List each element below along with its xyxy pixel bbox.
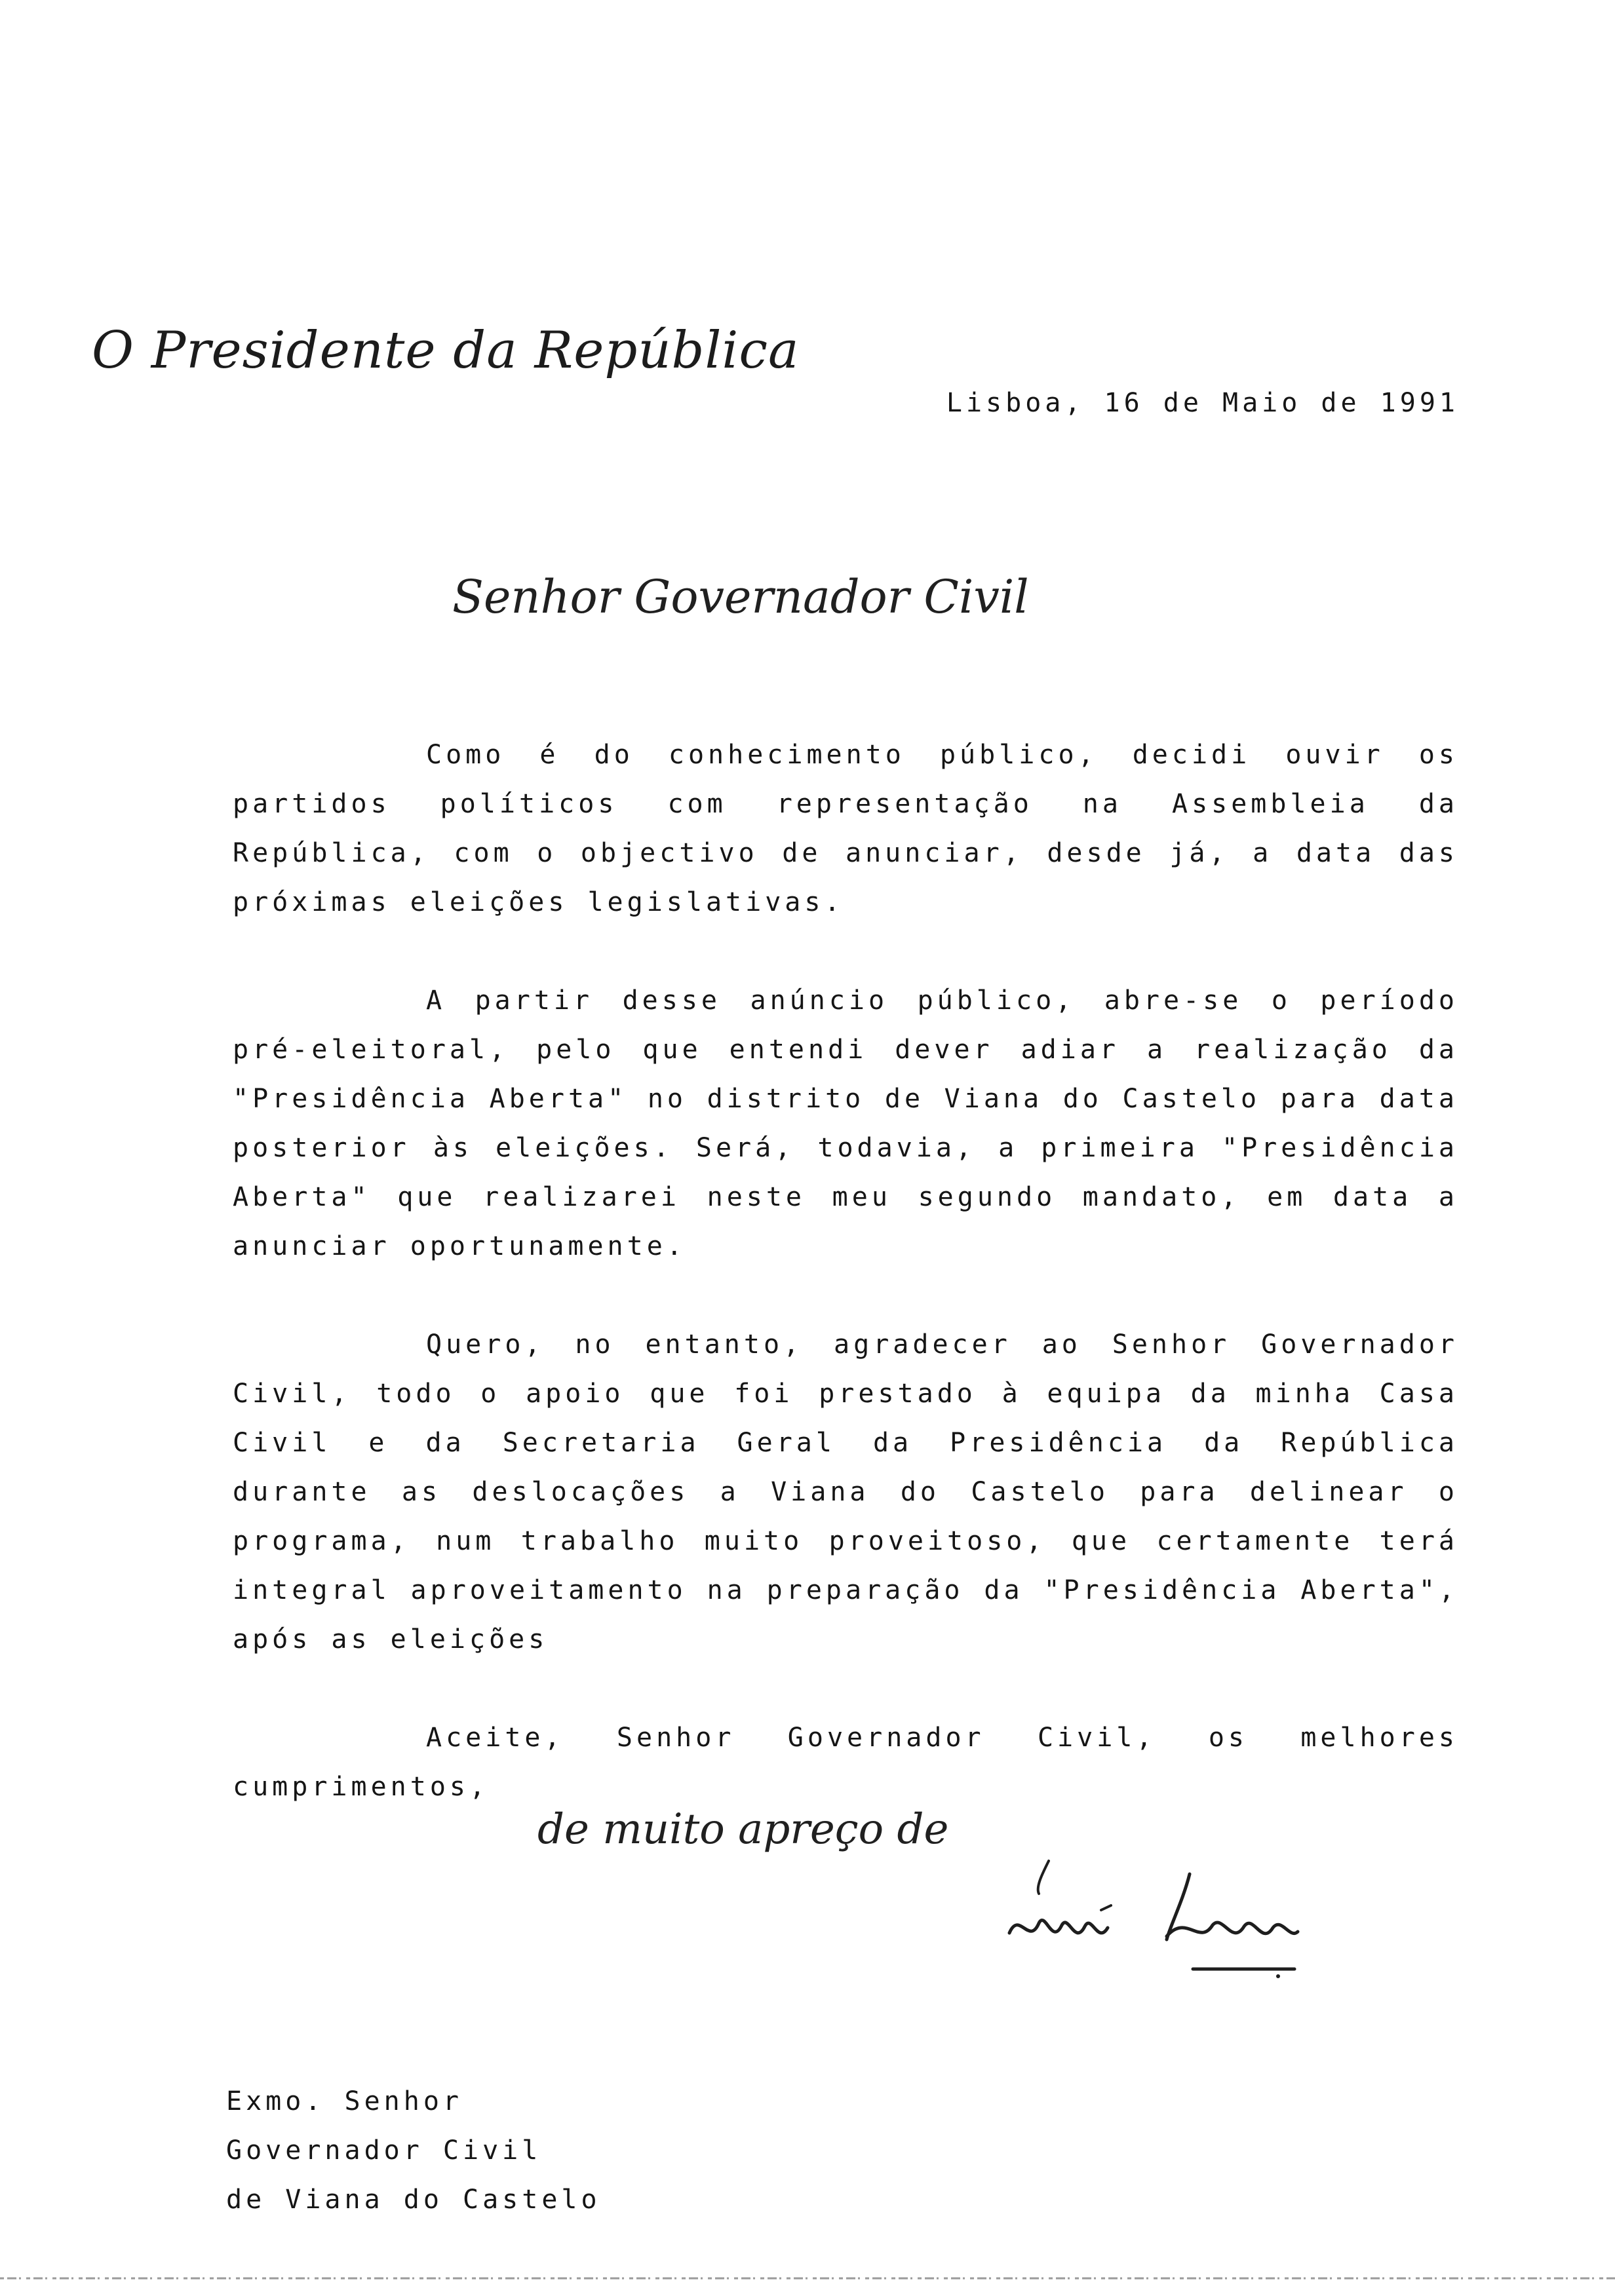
- address-line-1: Exmo. Senhor: [226, 2086, 463, 2116]
- handwritten-closing: de muito apreço de: [537, 1805, 949, 1854]
- handwritten-salutation: Senhor Governador Civil: [452, 570, 1029, 624]
- letterhead: O Presidente da República: [92, 321, 800, 380]
- date-line: Lisboa, 16 de Maio de 1991: [946, 388, 1459, 418]
- paragraph-3: Quero, no entanto, agradecer ao Senhor Governador Civil, todo o apoio que foi prestado à equipa da minha Casa Civil e da Secretaria Geral da Presidência da República durante as deslocações a Viana do Castelo para delinear o programa, num trabalho muito proveitoso, que certamente terá integral aproveitamento na preparação da "Presidência Aberta", após as eleições: [233, 1330, 1458, 1655]
- paragraph-1: Como é do conhecimento público, decidi ouvir os partidos políticos com representação na Assembleia da República, com o objectivo de anunciar, desde já, a data das próximas eleições legislativas.: [233, 740, 1458, 917]
- signature: [1003, 1848, 1304, 1979]
- paragraph-closing: Aceite, Senhor Governador Civil, os melhores cumprimentos,: [233, 1723, 1458, 1802]
- scan-edge-artifact: [0, 2275, 1615, 2282]
- address-line-3: de Viana do Castelo: [226, 2185, 601, 2215]
- paragraph-2: A partir desse anúncio público, abre-se o período pré-eleitoral, pelo que entendi dever adiar a realização da "Presidência Aberta" no distrito de Viana do Castelo para data posterior às eleições. Será, todavia, a primeira "Presidência Aberta" que realizarei neste meu segundo mandato, em data a anunciar oportunamente.: [233, 985, 1458, 1261]
- recipient-address: [226, 2077, 601, 2225]
- address-line-2: Governador Civil: [226, 2135, 542, 2166]
